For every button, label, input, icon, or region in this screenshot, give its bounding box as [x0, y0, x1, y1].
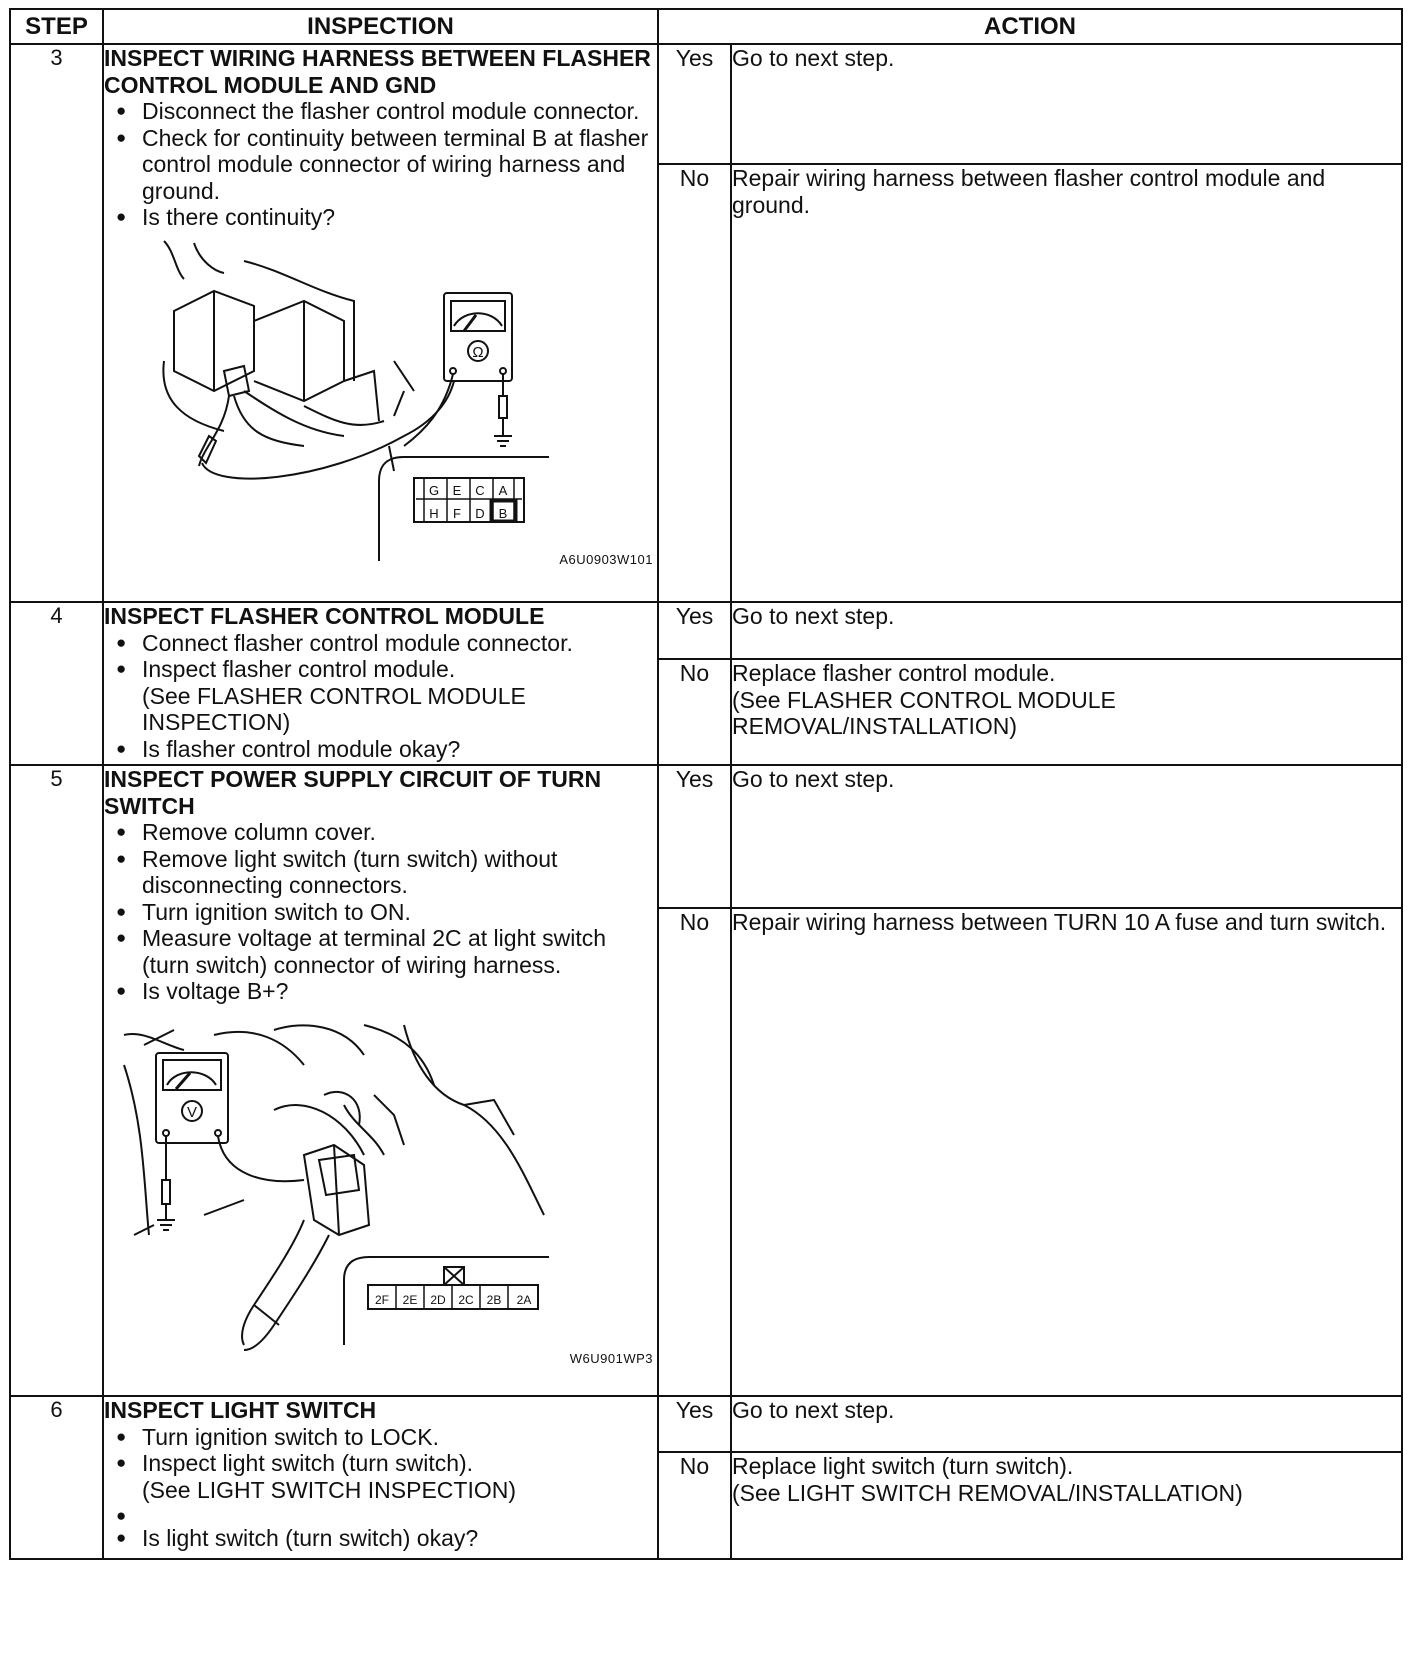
- action-text: Repair wiring harness between flasher control module and ground.: [731, 164, 1402, 602]
- terminal-d: D: [475, 505, 485, 521]
- inspection-cell: [103, 44, 658, 602]
- reference-text: (See FLASHER CONTROL MODULE REMOVAL/INSTALLATION): [732, 686, 1116, 739]
- header-inspection: INSPECTION: [103, 9, 658, 44]
- action-text: Repair wiring harness between TURN 10 A fuse and turn switch.: [731, 908, 1402, 1396]
- step-title: INSPECT LIGHT SWITCH: [104, 1397, 377, 1423]
- list-item: ● Turn ignition switch to LOCK.: [104, 1424, 657, 1451]
- list-item: [104, 656, 657, 736]
- no-label: No: [658, 659, 731, 765]
- header-step: STEP: [10, 9, 103, 44]
- action-text: Go to next step.: [731, 44, 1402, 164]
- step-title: INSPECT WIRING HARNESS BETWEEN FLASHER CONTROL MODULE AND GND: [104, 45, 651, 98]
- action-text: Go to next step.: [731, 602, 1402, 659]
- terminal-e: E: [452, 482, 462, 498]
- action-text: Replace flasher control module.: [732, 660, 1056, 686]
- list-item: ● Connect flasher control module connector.: [104, 630, 657, 657]
- reference-text: (See FLASHER CONTROL MODULE INSPECTION): [142, 682, 526, 735]
- list-item-text: Inspect light switch (turn switch).: [142, 1450, 474, 1476]
- terminal-2e: 2E: [402, 1292, 418, 1307]
- spacer: [104, 1503, 657, 1525]
- table-row: [10, 602, 1402, 659]
- table-header-row: [10, 9, 1402, 44]
- list-item: ● Turn ignition switch to ON.: [104, 899, 657, 926]
- list-item: ● Measure voltage at terminal 2C at light switch (turn switch) connector of wiring harness.: [104, 925, 657, 978]
- figure-code: A6U0903W101: [559, 552, 653, 567]
- bullet-list: [104, 1424, 657, 1552]
- action-cell: [731, 659, 1402, 765]
- step-number: 3: [10, 44, 103, 602]
- inspection-cell: [103, 1396, 658, 1559]
- list-item: ● Check for continuity between terminal B at flasher control module connector of wiring harness and ground.: [104, 125, 657, 205]
- step-number: 5: [10, 765, 103, 1396]
- volt-icon: V: [186, 1103, 198, 1121]
- inspection-cell: [103, 765, 658, 1396]
- action-text: Go to next step.: [731, 1396, 1402, 1452]
- list-item: ● Is flasher control module okay?: [104, 736, 657, 763]
- step-number: 4: [10, 602, 103, 765]
- bullet-list: [104, 98, 657, 231]
- list-item: ● Disconnect the flasher control module connector.: [104, 98, 657, 125]
- list-item: ● Is voltage B+?: [104, 978, 657, 1005]
- terminal-a: A: [498, 482, 508, 498]
- inspection-cell: [103, 602, 658, 765]
- voltmeter-illustration-svg: [104, 1005, 634, 1375]
- table-row: [10, 1396, 1402, 1452]
- table-row: [10, 44, 1402, 164]
- step-title: INSPECT FLASHER CONTROL MODULE: [104, 603, 545, 629]
- voltage-test-illustration: [104, 1005, 657, 1375]
- list-item: ● Remove column cover.: [104, 819, 657, 846]
- terminal-2d: 2D: [430, 1292, 446, 1307]
- step-number: 6: [10, 1396, 103, 1559]
- reference-text: (See LIGHT SWITCH INSPECTION): [142, 1476, 517, 1503]
- yes-label: Yes: [658, 602, 731, 659]
- no-label: No: [658, 1452, 731, 1559]
- action-text: Replace light switch (turn switch).: [732, 1453, 1074, 1479]
- yes-label: Yes: [658, 765, 731, 908]
- yes-label: Yes: [658, 1396, 731, 1452]
- terminal-g: G: [428, 482, 440, 498]
- terminal-c: C: [475, 482, 485, 498]
- action-text: Go to next step.: [731, 765, 1402, 908]
- terminal-2f: 2F: [374, 1292, 390, 1307]
- bullet-list: [104, 630, 657, 763]
- terminal-h: H: [429, 505, 439, 521]
- bullet-list: [104, 819, 657, 1005]
- terminal-f: F: [453, 505, 461, 521]
- list-item-text: Inspect flasher control module.: [142, 656, 456, 682]
- list-item: ● Is light switch (turn switch) okay?: [104, 1525, 657, 1552]
- terminal-2c: 2C: [458, 1292, 474, 1307]
- table-row: [10, 765, 1402, 908]
- terminal-2a: 2A: [516, 1292, 532, 1307]
- header-action: ACTION: [658, 9, 1402, 44]
- reference-text: (See LIGHT SWITCH REMOVAL/INSTALLATION): [732, 1479, 1243, 1506]
- no-label: No: [658, 164, 731, 602]
- list-item: ● Is there continuity?: [104, 204, 657, 231]
- terminal-2b: 2B: [486, 1292, 502, 1307]
- diagnostic-procedure-table: [9, 8, 1403, 1560]
- figure-code: W6U901WP3: [569, 1351, 653, 1366]
- no-label: No: [658, 908, 731, 1396]
- list-item: ● Remove light switch (turn switch) without disconnecting connectors.: [104, 846, 657, 899]
- continuity-test-illustration: [104, 231, 657, 576]
- yes-label: Yes: [658, 44, 731, 164]
- terminal-b: B: [498, 505, 508, 521]
- step-title: INSPECT POWER SUPPLY CIRCUIT OF TURN SWITCH: [104, 766, 602, 819]
- action-cell: [731, 1452, 1402, 1559]
- ohm-icon: Ω: [472, 343, 484, 361]
- wiring-illustration-svg: [104, 231, 634, 576]
- list-item: [104, 1450, 657, 1503]
